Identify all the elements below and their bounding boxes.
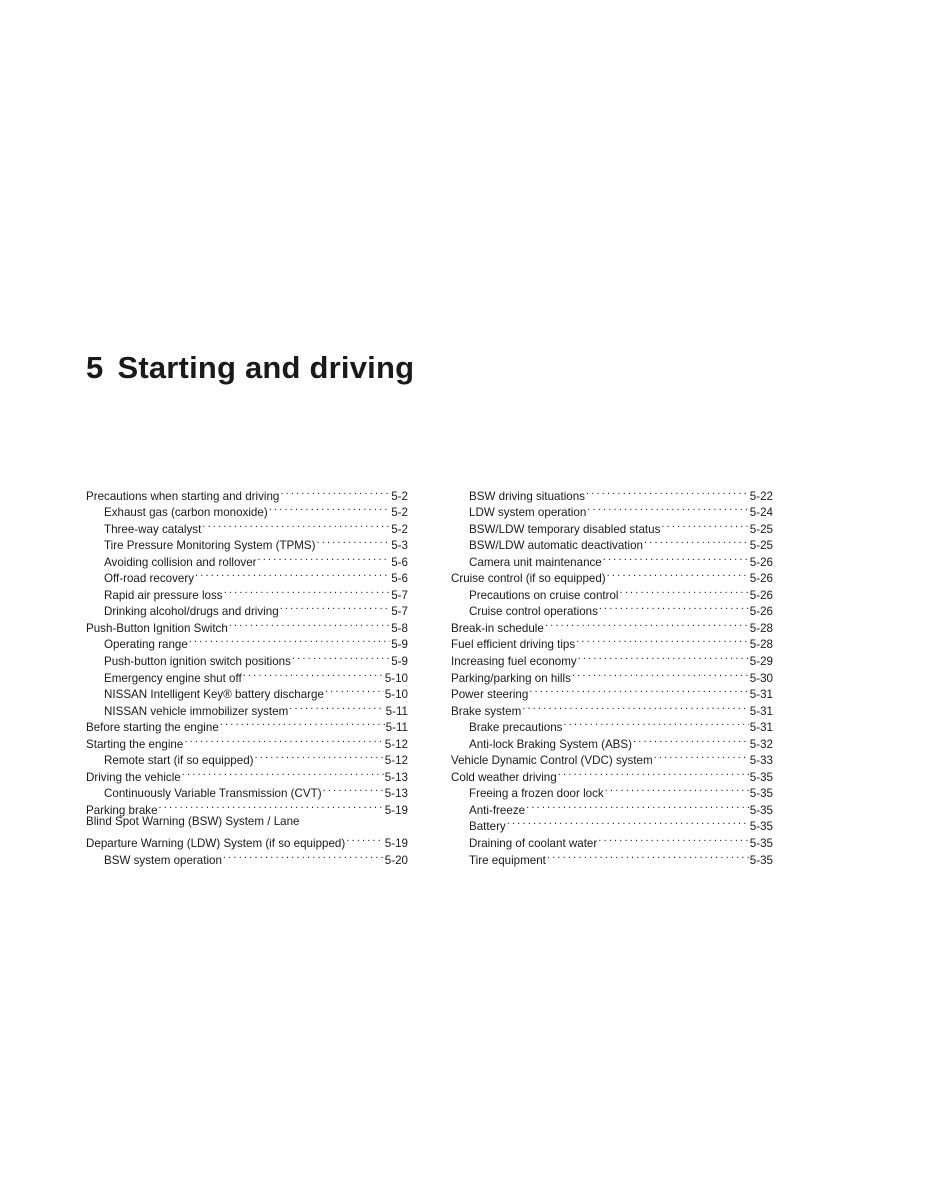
toc-entry-title: BSW system operation xyxy=(104,853,222,867)
toc-entry-title-line: Blind Spot Warning (BSW) System / Lane xyxy=(86,814,300,828)
toc-entry-title: Vehicle Dynamic Control (VDC) system xyxy=(451,754,653,768)
dot-leader xyxy=(229,615,390,632)
toc-entry-title: NISSAN Intelligent Key® battery discharge xyxy=(104,688,324,702)
dot-leader xyxy=(258,549,391,566)
toc-entry-page: 5-31 xyxy=(749,704,773,718)
dot-leader xyxy=(195,566,390,583)
toc-entry-title: BSW/LDW temporary disabled status xyxy=(469,522,661,536)
dot-leader xyxy=(644,533,749,550)
toc-entry-title: Before starting the engine xyxy=(86,721,219,735)
toc-entry-page: 5-26 xyxy=(749,555,773,569)
dot-leader xyxy=(661,516,748,533)
dot-leader xyxy=(563,715,748,732)
toc-entry-page: 5-26 xyxy=(749,572,773,586)
dot-leader xyxy=(323,781,384,798)
dot-leader xyxy=(607,566,749,583)
toc-entry-page: 5-26 xyxy=(749,588,773,602)
dot-leader xyxy=(547,847,749,864)
toc-entry-page: 5-19 xyxy=(384,803,408,817)
toc-entry-page: 5-3 xyxy=(391,539,408,553)
toc-entry-title: Exhaust gas (carbon monoxide) xyxy=(104,506,268,520)
toc-entry-page: 5-31 xyxy=(749,688,773,702)
dot-leader xyxy=(202,516,390,533)
dot-leader xyxy=(289,698,384,715)
toc-entry-title: Brake precautions xyxy=(469,721,563,735)
toc-entry-title: Cruise control (if so equipped) xyxy=(451,572,606,586)
dot-leader xyxy=(620,582,749,599)
toc-entry-title: Drinking alcohol/drugs and driving xyxy=(104,605,279,619)
dot-leader xyxy=(325,682,384,699)
dot-leader xyxy=(220,715,385,732)
toc-entry-title: Anti-lock Braking System (ABS) xyxy=(469,737,633,751)
toc-entry-page: 5-35 xyxy=(749,770,773,784)
toc-right-column xyxy=(451,483,773,867)
chapter-number: 5 xyxy=(86,350,104,385)
toc-entry-title: Driving the vehicle xyxy=(86,770,181,784)
toc-entry-title: Camera unit maintenance xyxy=(469,555,602,569)
toc-entry-title: Tire equipment xyxy=(469,853,546,867)
toc-entry-title: Power steering xyxy=(451,688,529,702)
toc-entry[interactable] xyxy=(451,483,773,503)
dot-leader xyxy=(280,483,390,500)
toc-entry-page: 5-31 xyxy=(749,721,773,735)
toc-entry-title: Starting the engine xyxy=(86,737,184,751)
toc-entry-title: Freeing a frozen door lock xyxy=(469,787,604,801)
toc-entry-page: 5-28 xyxy=(749,621,773,635)
toc-entry-page: 5-32 xyxy=(749,737,773,751)
toc-entry-page: 5-2 xyxy=(391,489,408,503)
dot-leader xyxy=(346,830,384,847)
dot-leader xyxy=(529,682,748,699)
toc-entry-title: Push-button ignition switch positions xyxy=(104,655,291,669)
toc-entry-page: 5-24 xyxy=(749,506,773,520)
toc-entry-page: 5-9 xyxy=(391,655,408,669)
toc-entry-page: 5-13 xyxy=(384,770,408,784)
toc-entry-title: Fuel efficient driving tips xyxy=(451,638,576,652)
toc-entry-page: 5-35 xyxy=(749,803,773,817)
dot-leader xyxy=(605,781,749,798)
toc-entry-title: Operating range xyxy=(104,638,188,652)
toc-entry-title: Avoiding collision and rollover xyxy=(104,555,257,569)
toc-entry-page: 5-29 xyxy=(749,655,773,669)
toc-entry-page: 5-11 xyxy=(385,704,408,718)
dot-leader xyxy=(654,748,749,765)
toc-entry-page: 5-12 xyxy=(384,737,408,751)
toc-entry-title: Off-road recovery xyxy=(104,572,194,586)
toc-entry-page: 5-10 xyxy=(384,688,408,702)
toc-entry-title: LDW system operation xyxy=(469,506,587,520)
toc-entry-title: Departure Warning (LDW) System (if so equipped) xyxy=(86,837,346,851)
toc-entry-page: 5-19 xyxy=(384,837,408,851)
toc-entry-page: 5-35 xyxy=(749,853,773,867)
dot-leader xyxy=(223,847,384,864)
toc-entry-title: Precautions on cruise control xyxy=(469,588,619,602)
toc-entry-title: Parking/parking on hills xyxy=(451,671,571,685)
toc-entry-title: Anti-freeze xyxy=(469,803,526,817)
toc-entry-title: Cruise control operations xyxy=(469,605,598,619)
dot-leader xyxy=(558,764,749,781)
toc-entry-page: 5-28 xyxy=(749,638,773,652)
toc-entry[interactable] xyxy=(86,830,408,851)
dot-leader xyxy=(603,549,749,566)
toc-entry-title: Rapid air pressure loss xyxy=(104,588,223,602)
dot-leader xyxy=(599,599,749,616)
toc-entry-page: 5-35 xyxy=(749,837,773,851)
toc-entry-title: NISSAN vehicle immobilizer system xyxy=(104,704,289,718)
dot-leader xyxy=(586,483,749,500)
dot-leader xyxy=(633,731,749,748)
dot-leader xyxy=(317,533,391,550)
dot-leader xyxy=(184,731,383,748)
toc-entry-page: 5-33 xyxy=(749,754,773,768)
toc-entry-title: Increasing fuel economy xyxy=(451,655,577,669)
toc-entry-title: Parking brake xyxy=(86,803,158,817)
toc-entry-page: 5-30 xyxy=(749,671,773,685)
toc-entry-page: 5-22 xyxy=(749,489,773,503)
toc-entry-title: Battery xyxy=(469,820,506,834)
dot-leader xyxy=(224,582,391,599)
toc-entry-title: BSW/LDW automatic deactivation xyxy=(469,539,643,553)
toc-entry-title: Push-Button Ignition Switch xyxy=(86,621,228,635)
toc-entry-page: 5-7 xyxy=(391,605,408,619)
toc-entry-page: 5-35 xyxy=(749,820,773,834)
toc-entry-page: 5-13 xyxy=(384,787,408,801)
dot-leader xyxy=(598,830,749,847)
dot-leader xyxy=(280,599,391,616)
toc-entry-page: 5-20 xyxy=(384,853,408,867)
toc-entry-page: 5-2 xyxy=(391,522,408,536)
toc-entry-page: 5-8 xyxy=(391,621,408,635)
dot-leader xyxy=(182,764,384,781)
toc-entry-title: Emergency engine shut off xyxy=(104,671,242,685)
toc-entry-page: 5-7 xyxy=(391,588,408,602)
toc-left-column xyxy=(86,483,408,867)
chapter-title xyxy=(86,350,414,386)
toc-entry-title: Draining of coolant water xyxy=(469,837,598,851)
toc-entry[interactable] xyxy=(86,483,408,503)
toc-entry-page: 5-26 xyxy=(749,605,773,619)
dot-leader xyxy=(507,814,749,831)
toc-entry-title: Tire Pressure Monitoring System (TPMS) xyxy=(104,539,316,553)
dot-leader xyxy=(269,500,391,517)
dot-leader xyxy=(572,665,749,682)
toc-entry-page: 5-6 xyxy=(391,555,408,569)
toc-entry-title: BSW driving situations xyxy=(469,489,585,503)
dot-leader xyxy=(576,632,749,649)
dot-leader xyxy=(255,748,384,765)
dot-leader xyxy=(159,797,384,814)
dot-leader xyxy=(587,500,749,517)
toc-entry-title: Precautions when starting and driving xyxy=(86,489,280,503)
toc-entry-title: Brake system xyxy=(451,704,522,718)
toc-entry-title: Remote start (if so equipped) xyxy=(104,754,254,768)
dot-leader xyxy=(522,698,749,715)
toc-entry-page: 5-11 xyxy=(385,721,408,735)
dot-leader xyxy=(526,797,749,814)
dot-leader xyxy=(578,648,749,665)
toc-entry-page: 5-6 xyxy=(391,572,408,586)
toc-entry-page: 5-25 xyxy=(749,539,773,553)
toc-entry-page: 5-2 xyxy=(391,506,408,520)
toc-entry-title: Three-way catalyst xyxy=(104,522,202,536)
toc-entry-page: 5-25 xyxy=(749,522,773,536)
dot-leader xyxy=(292,648,390,665)
toc-entry-title: Break-in schedule xyxy=(451,621,544,635)
toc-entry-page: 5-35 xyxy=(749,787,773,801)
chapter-title-text: Starting and driving xyxy=(117,350,415,385)
dot-leader xyxy=(243,665,384,682)
toc-entry-page: 5-12 xyxy=(384,754,408,768)
dot-leader xyxy=(189,632,390,649)
toc-entry-page: 5-9 xyxy=(391,638,408,652)
dot-leader xyxy=(545,615,749,632)
toc-entry-page: 5-10 xyxy=(384,671,408,685)
toc-entry-title: Cold weather driving xyxy=(451,770,557,784)
toc-entry-title: Continuously Variable Transmission (CVT) xyxy=(104,787,322,801)
